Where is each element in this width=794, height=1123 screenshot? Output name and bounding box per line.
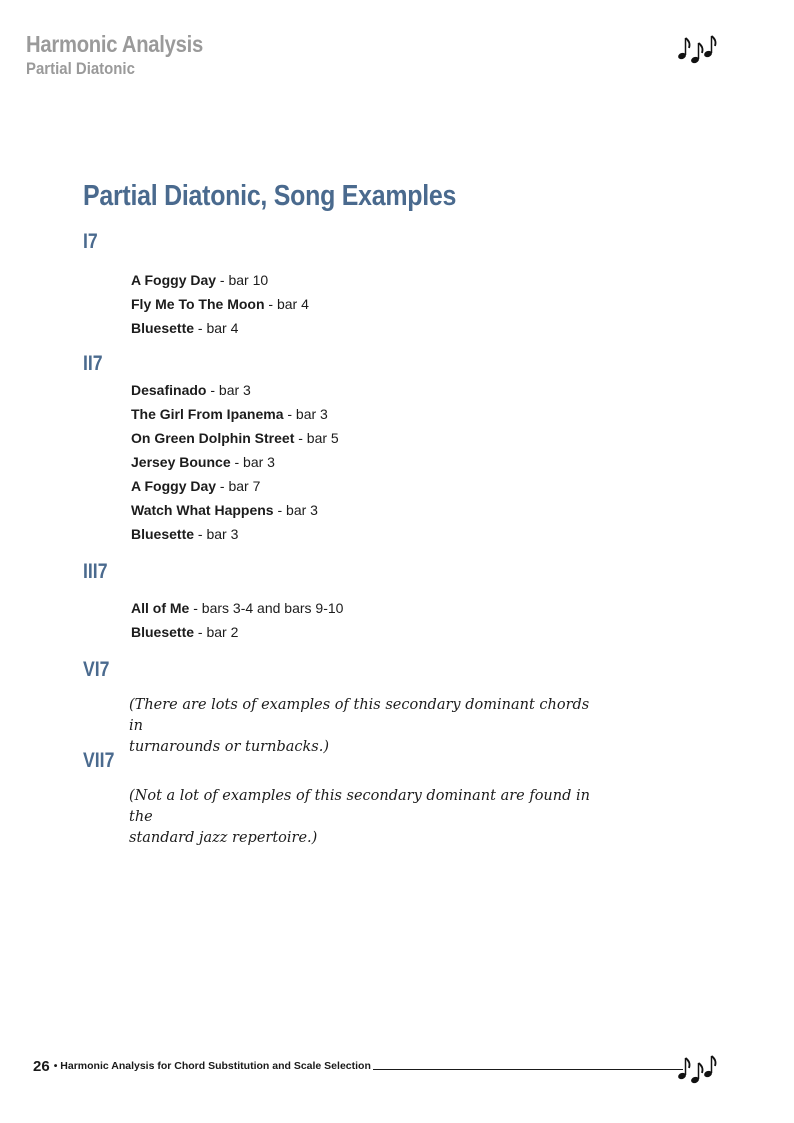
song-title: Bluesette [131,624,195,640]
page-number: 26 [33,1057,50,1075]
song-list [131,268,309,340]
section-ii7 [83,351,339,546]
song-title: The Girl From Ipanema [131,406,284,422]
song-title: All of Me [131,600,190,616]
list-item [131,498,339,522]
list-item [131,292,309,316]
list-item [131,620,343,644]
song-title: Watch What Happens [131,502,274,518]
section-heading: VI7 [83,658,110,681]
running-head [26,30,227,80]
bar-reference: - bar 3 [283,406,328,422]
note-line: turnarounds or turnbacks.) [129,739,329,755]
page-footer [33,1056,683,1076]
section-iii7 [83,559,343,644]
list-item [131,426,339,450]
list-item [131,474,339,498]
footer-rule [373,1069,683,1070]
bar-reference: - bars 3-4 and bars 9-10 [189,600,344,616]
section-vii7 [83,748,599,849]
list-item [131,268,309,292]
bar-reference: - bar 4 [194,320,239,336]
song-title: Jersey Bounce [131,454,231,470]
note-text [129,786,599,849]
bar-reference: - bar 5 [294,430,339,446]
bar-reference: - bar 10 [216,272,269,288]
footer-book-title: • Harmonic Analysis for Chord Substitution and Scale Selection [53,1060,371,1072]
note-line: (There are lots of examples of this secondary dominant chords in [129,697,590,734]
section-heading: I7 [83,230,98,253]
song-title: A Foggy Day [131,272,217,288]
bar-reference: - bar 3 [206,382,251,398]
list-item [131,450,339,474]
page-title: Partial Diatonic, Song Examples [83,180,457,212]
note-line: (Not a lot of examples of this secondary dominant are found in the [129,788,590,825]
song-title: Fly Me To The Moon [131,296,265,312]
section-heading: III7 [83,560,108,583]
song-title: On Green Dolphin Street [131,430,295,446]
music-notes-icon [676,34,720,64]
list-item [131,402,339,426]
song-list [131,596,343,644]
bar-reference: - bar 3 [230,454,275,470]
running-head-subtitle: Partial Diatonic [26,59,135,78]
list-item [131,378,339,402]
song-title: Bluesette [131,526,195,542]
section-i7 [83,229,309,340]
music-notes-icon [676,1054,720,1084]
list-item [131,522,339,546]
list-item [131,596,343,620]
note-line: standard jazz repertoire.) [129,830,318,846]
running-head-title: Harmonic Analysis [26,31,204,57]
section-vi7 [83,657,599,758]
bar-reference: - bar 4 [264,296,309,312]
song-list [131,378,339,546]
bar-reference: - bar 7 [216,478,261,494]
section-heading: II7 [83,352,103,375]
bar-reference: - bar 2 [194,624,239,640]
list-item [131,316,309,340]
bar-reference: - bar 3 [194,526,239,542]
section-heading: VII7 [83,749,115,772]
song-title: A Foggy Day [131,478,217,494]
bar-reference: - bar 3 [273,502,318,518]
song-title: Desafinado [131,382,207,398]
song-title: Bluesette [131,320,195,336]
